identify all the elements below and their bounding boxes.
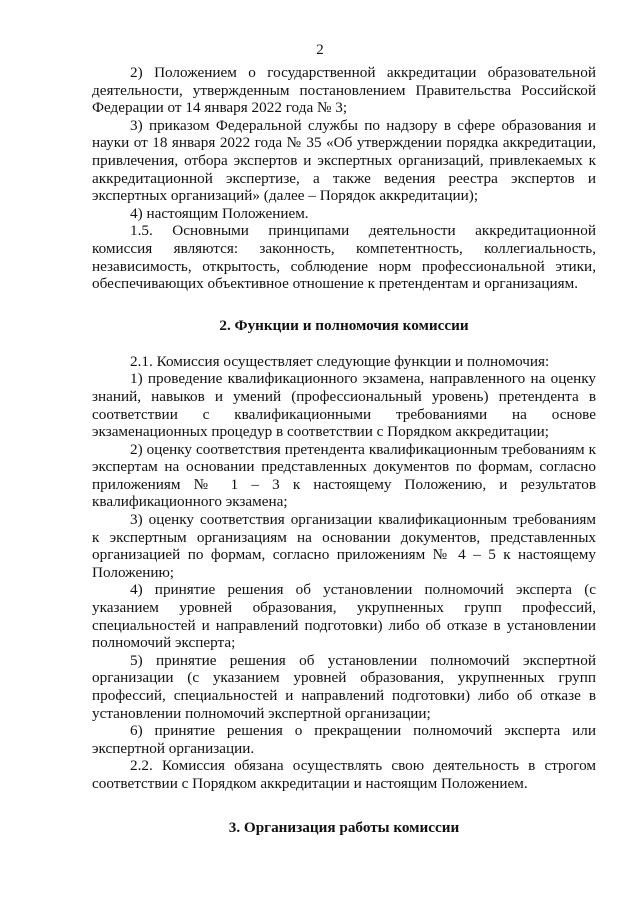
paragraph-regulation-item-4: 4) настоящим Положением. xyxy=(130,204,309,222)
document-body xyxy=(92,64,596,837)
section-heading-organization: 3. Организация работы комиссии xyxy=(228,818,460,836)
paragraph-regulation-item-3: 3) приказом Федеральной службы по надзору в сфере образования и науки от 18 января 2022 года № 35 «Об утверждении порядка аккредитации, привлечения, отбора экспертов и экспертных организаций, привлекаемых к аккредитационной экспертизе, а также ведения реестра экспертов и экспертных организаций» (далее – Порядок аккредитации); xyxy=(92,116,596,205)
list-item-function-2: 2) оценку соответствия претендента квалификационным требованиям к экспертам на основании представленных документов по формам, согласно приложениям № 1 – 3 к настоящему Положению, и результатов квалификационного экзамена; xyxy=(92,440,596,511)
list-item-function-4: 4) принятие решения об установлении полномочий эксперта (с указанием уровней образования, укрупненных групп профессий, специальностей и направлений подготовки) либо об отказе в установлении полномочий эксперта; xyxy=(92,581,596,652)
list-item-function-3: 3) оценку соответствия организации квалификационным требованиям к экспертным организациям на основании документов, представленных организацией по формам, согласно приложениям № 4 – 5 к настоящему Положению; xyxy=(92,511,596,581)
paragraph-2-1: 2.1. Комиссия осуществляет следующие функции и полномочия: xyxy=(130,352,550,370)
paragraph-regulation-item-2: 2) Положением о государственной аккредитации образовательной деятельности, утвержденным постановлением Правительства Российской Федерации от 14 января 2022 года № 3; xyxy=(92,64,596,117)
page-number: 2 xyxy=(316,42,324,58)
section-heading-functions: 2. Функции и полномочия комиссии xyxy=(219,316,469,334)
paragraph-2-2: 2.2. Комиссия обязана осуществлять свою деятельность в строгом соответствии с Порядком аккредитации и настоящим Положением. xyxy=(92,757,596,792)
list-item-function-5: 5) принятие решения об установлении полномочий экспертной организации (с указанием уровней образования, укрупненных групп профессий, специальностей и направлений подготовки) либо об отказе в установлении полномочий экспертной организации; xyxy=(92,651,596,722)
paragraph-1-5-principles: 1.5. Основными принципами деятельности аккредитационной комиссия являются: законность, компетентность, коллегиальность, независимость, открытость, соблюдение норм профессиональной этики, обеспечивающих объективное отношение к претендентам и организациям. xyxy=(92,222,596,293)
list-item-function-1: 1) проведение квалификационного экзамена, направленного на оценку знаний, навыков и умений (профессиональный уровень) претендента в соответствии с квалификационными требованиями на основе экзаменационных процедур в соответствии с Порядком аккредитации; xyxy=(92,370,596,441)
list-item-function-6: 6) принятие решения о прекращении полномочий эксперта или экспертной организации. xyxy=(92,722,596,757)
